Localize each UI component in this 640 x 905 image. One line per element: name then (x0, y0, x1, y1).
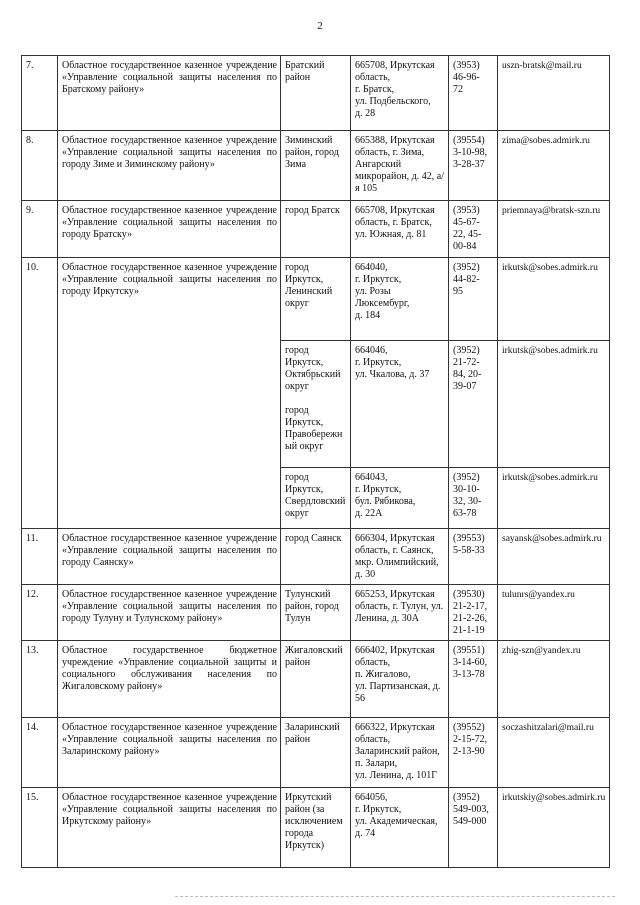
phone-numbers-line: (3952) (453, 792, 480, 803)
postal-address-line: г. Иркутск, (355, 804, 402, 815)
phone-numbers (449, 341, 498, 468)
postal-address-line: 56 (355, 693, 365, 704)
table-row (22, 131, 610, 201)
service-area (281, 258, 351, 341)
phone-numbers (449, 788, 498, 868)
postal-address (351, 56, 449, 131)
phone-numbers-line: (39553) (453, 533, 485, 544)
postal-address-line: 664056, (355, 792, 388, 803)
email-address: priemnaya@bratsk-szn.ru (498, 201, 610, 258)
table-row (22, 56, 610, 131)
postal-address-line: 664040, (355, 262, 388, 273)
postal-address-line: ул. Розы (355, 286, 391, 297)
phone-numbers-line: (3952) (453, 472, 480, 483)
postal-address-line: д. 28 (355, 108, 376, 119)
postal-address-line: Заларинский район, (355, 746, 440, 757)
phone-numbers-line: (39551) (453, 645, 485, 656)
email-address: uszn-bratsk@mail.ru (498, 56, 610, 131)
organization-name: Областное государственное казенное учреждение «Управление социальной защиты населения по городу Иркутску» (58, 258, 281, 529)
service-area (281, 641, 351, 718)
phone-numbers-line: 3-14-60, (453, 657, 488, 668)
postal-address-line: ул. Партизанская, д. (355, 681, 441, 692)
phone-numbers-line: 2-13-90 (453, 746, 485, 757)
table-row (22, 641, 610, 718)
postal-address-line: 664043, (355, 472, 388, 483)
postal-address-line: г. Иркутск, (355, 484, 402, 495)
postal-address-line: 666304, Иркутская область, г. Саянск, мкр. Олимпийский, д. 30 (355, 533, 439, 580)
phone-numbers-line: 45-67- (453, 217, 480, 228)
page-number: 2 (317, 20, 323, 32)
phone-numbers-line: 30-10- (453, 484, 480, 495)
phone-numbers-line: (3952) (453, 345, 480, 356)
service-area-line: город Иркутск, Свердловский округ (285, 472, 346, 519)
phone-numbers-line: 39-07 (453, 381, 477, 392)
service-area (281, 718, 351, 788)
phone-numbers-line: (39530) (453, 589, 485, 600)
organization-name: Областное государственное казенное учреждение «Управление социальной защиты населения по городу Братску» (58, 201, 281, 258)
phone-numbers-line: (3953) (453, 60, 480, 71)
phone-numbers-line: 3-28-37 (453, 159, 485, 170)
postal-address (351, 641, 449, 718)
table-row (22, 718, 610, 788)
phone-numbers-line: 3-13-78 (453, 669, 485, 680)
phone-numbers-line: 3-10-98, (453, 147, 488, 158)
postal-address-line: д. 74 (355, 828, 376, 839)
row-number: 14. (22, 718, 58, 788)
phone-numbers (449, 468, 498, 529)
phone-numbers-line: 95 (453, 286, 463, 297)
service-area (281, 341, 351, 468)
postal-address-line: 665388, Иркутская область, г. Зима, Ангарский микрорайон, д. 42, а/я 105 (355, 135, 444, 194)
phone-numbers-line: (3952) (453, 262, 480, 273)
email-address: sayansk@sobes.admirk.ru (498, 529, 610, 585)
table-row (22, 788, 610, 868)
organization-name: Областное государственное казенное учреждение «Управление социальной защиты населения по Иркутскому району» (58, 788, 281, 868)
phone-numbers-line: 44-82- (453, 274, 480, 285)
postal-address (351, 131, 449, 201)
phone-numbers-line: (3953) (453, 205, 480, 216)
postal-address-line: д. 22А (355, 508, 383, 519)
postal-address (351, 341, 449, 468)
postal-address-line: 665253, Иркутская область, г. Тулун, ул. Ленина, д. 30А (355, 589, 444, 624)
service-area-line: Зиминский район, город Зима (285, 135, 339, 170)
phone-numbers-line: 2-15-72, (453, 734, 488, 745)
phone-numbers-line: 21-72- (453, 357, 480, 368)
row-number: 10. (22, 258, 58, 529)
postal-address-line: 665708, Иркутская область, г. Братск, ул. Южная, д. 81 (355, 205, 435, 240)
email-address: irkutsk@sobes.admirk.ru (498, 468, 610, 529)
phone-numbers (449, 258, 498, 341)
row-number: 7. (22, 56, 58, 131)
postal-address-line: ул. Ленина, д. 101Г (355, 770, 438, 781)
service-area-line: город Братск (285, 205, 340, 216)
row-number: 15. (22, 788, 58, 868)
phone-numbers-line: 549-000 (453, 816, 487, 827)
phone-numbers-line: (39552) (453, 722, 485, 733)
row-number: 9. (22, 201, 58, 258)
organization-name: Областное государственное казенное учреждение «Управление социальной защиты населения по Заларинскому району» (58, 718, 281, 788)
row-number: 8. (22, 131, 58, 201)
email-address: irkutskiy@sobes.admirk.ru (498, 788, 610, 868)
service-area (281, 201, 351, 258)
email-address: tulunrs@yandex.ru (498, 585, 610, 641)
postal-address-line: 666402, Иркутская область, (355, 645, 435, 668)
phone-numbers (449, 529, 498, 585)
service-area (281, 131, 351, 201)
organization-name: Областное государственное бюджетное учреждение «Управление социальной защиты и социального обслуживания населения по Жигаловскому району» (58, 641, 281, 718)
postal-address (351, 718, 449, 788)
organization-name: Областное государственное казенное учреждение «Управление социальной защиты населения по городу Тулуну и Тулунскому району» (58, 585, 281, 641)
table-row (22, 201, 610, 258)
service-area-line: Иркутский район (за исключением города Иркутск) (285, 792, 343, 851)
postal-address (351, 788, 449, 868)
service-area-line: Тулунский район, город Тулун (285, 589, 339, 624)
organization-name: Областное государственное казенное учреждение «Управление социальной защиты населения по городу Саянску» (58, 529, 281, 585)
service-area-line: Заларинский район (285, 722, 340, 745)
postal-address-line: п. Жигалово, (355, 669, 411, 680)
postal-address-line: ул. Академическая, (355, 816, 438, 827)
email-address: zhig-szn@yandex.ru (498, 641, 610, 718)
service-area-line: город Иркутск, Октябрьский округ (285, 345, 341, 392)
email-address: irkutsk@sobes.admirk.ru (498, 341, 610, 468)
phone-numbers-line: 00-84 (453, 241, 477, 252)
service-area (281, 56, 351, 131)
organization-name: Областное государственное казенное учреждение «Управление социальной защиты населения по городу Зиме и Зиминскому району» (58, 131, 281, 201)
postal-address-line: Люксембург, (355, 298, 410, 309)
phone-numbers-line: 32, 30- (453, 496, 482, 507)
service-area-line: город Иркутск, Правобережный округ (285, 405, 343, 452)
postal-address-line: бул. Рябикова, (355, 496, 416, 507)
phone-numbers-line: 46-96- (453, 72, 480, 83)
table-row (22, 585, 610, 641)
postal-address (351, 585, 449, 641)
service-area (281, 529, 351, 585)
phone-numbers (449, 718, 498, 788)
phone-numbers-line: 549-003, (453, 804, 489, 815)
phone-numbers-line: (39554) (453, 135, 485, 146)
phone-numbers (449, 641, 498, 718)
postal-address (351, 468, 449, 529)
registry-table (21, 55, 610, 868)
phone-numbers (449, 585, 498, 641)
postal-address-line: 666322, Иркутская область, (355, 722, 435, 745)
phone-numbers (449, 131, 498, 201)
phone-numbers (449, 201, 498, 258)
postal-address (351, 201, 449, 258)
row-number: 11. (22, 529, 58, 585)
phone-numbers-line: 72 (453, 84, 463, 95)
postal-address-line: 664046, (355, 345, 388, 356)
service-area-line: город Иркутск, Ленинский округ (285, 262, 333, 309)
table-row (22, 258, 610, 341)
table-row (22, 529, 610, 585)
organization-name: Областное государственное казенное учреждение «Управление социальной защиты населения по Братскому району» (58, 56, 281, 131)
phone-numbers-line: 63-78 (453, 508, 477, 519)
email-address: irkutsk@sobes.admirk.ru (498, 258, 610, 341)
phone-numbers-line: 21-2-26, (453, 613, 488, 624)
service-area-line: Братский район (285, 60, 325, 83)
postal-address-line: г. Братск, (355, 84, 395, 95)
service-area-line: город Саянск (285, 533, 342, 544)
postal-address-line: ул. Чкалова, д. 37 (355, 369, 430, 380)
postal-address-line: п. Залари, (355, 758, 398, 769)
email-address: zima@sobes.admirk.ru (498, 131, 610, 201)
postal-address-line: 665708, Иркутская область, (355, 60, 435, 83)
phone-numbers-line: 22, 45- (453, 229, 482, 240)
phone-numbers-line: 84, 20- (453, 369, 482, 380)
service-area-line: Жигаловский район (285, 645, 343, 668)
postal-address-line: г. Иркутск, (355, 274, 402, 285)
service-area (281, 585, 351, 641)
postal-address (351, 529, 449, 585)
phone-numbers-line: 21-1-19 (453, 625, 485, 636)
postal-address-line: д. 184 (355, 310, 381, 321)
postal-address-line: ул. Подбельского, (355, 96, 431, 107)
postal-address (351, 258, 449, 341)
registry-body (22, 56, 610, 868)
footer-divider (175, 896, 615, 897)
phone-numbers (449, 56, 498, 131)
service-area (281, 788, 351, 868)
service-area (281, 468, 351, 529)
postal-address-line: г. Иркутск, (355, 357, 402, 368)
phone-numbers-line: 5-58-33 (453, 545, 485, 556)
email-address: soczashitzalari@mail.ru (498, 718, 610, 788)
phone-numbers-line: 21-2-17, (453, 601, 488, 612)
row-number: 13. (22, 641, 58, 718)
row-number: 12. (22, 585, 58, 641)
